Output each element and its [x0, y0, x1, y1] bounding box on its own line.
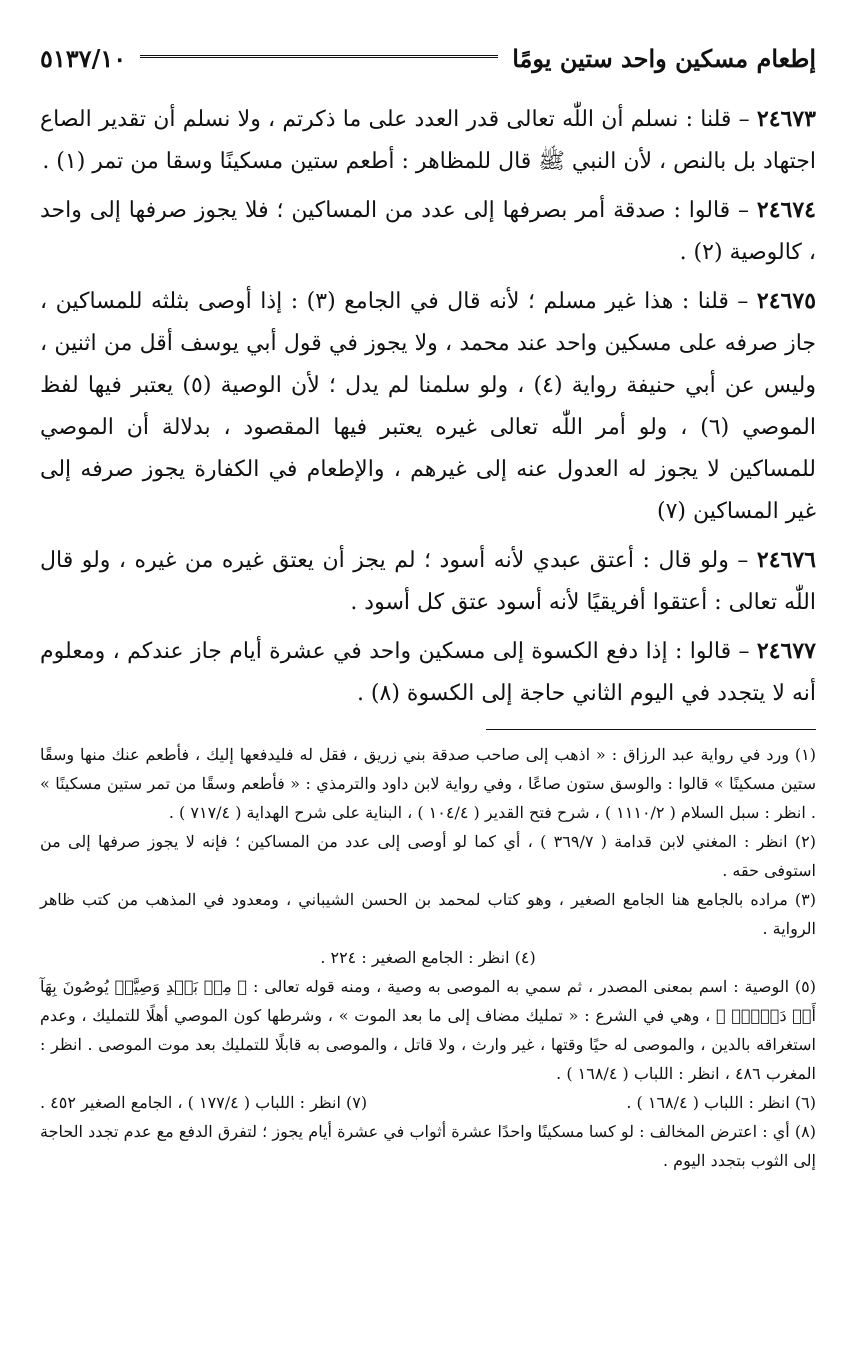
paragraph-text: – قلنا : هذا غير مسلم ؛ لأنه قال في الجامع (٣) : إذا أوصى بثلثه للمساكين ، جاز صرفه على مسكين واحد عند محمد ، ولا يجوز في قول أبي يوسف أقل من اثنين ، وليس عن أبي حنيفة رواية (٤) ، ولو سلمنا لم يدل ؛ لأن الوصية (٥) يعتبر فيها لفظ الموصي (٦) ، ولو أمر اللّٰه تعالى غيره يعتبر فيها المقصود ، بدلالة أن الموصي للمساكين لا يجوز له العدول عنه إلى غيرهم ، والإطعام في الكفارة يجوز صرفه إلى غير المساكين (٧) — [40, 289, 816, 524]
paragraph-number: ٢٤٦٧٣ — [756, 106, 816, 132]
paragraph-number: ٢٤٦٧٧ — [756, 638, 816, 664]
footnote-divider — [486, 729, 816, 730]
paragraph — [40, 630, 816, 715]
running-title: إطعام مسكين واحد ستين يومًا — [512, 43, 816, 73]
footnote-row-6-7 — [40, 1088, 816, 1117]
footnote-2: (٢) انظر : المغني لابن قدامة ( ٣٦٩/٧ ) ، أي كما لو أوصى إلى عدد من المساكين ؛ فإنه لا يجوز صرفها إلى من استوفى حقه . — [40, 832, 816, 880]
paragraph — [40, 280, 816, 533]
paragraph-number: ٢٤٦٧٤ — [756, 197, 816, 223]
main-text — [40, 98, 816, 715]
footnote-7: (٧) انظر : اللباب ( ١٧٧/٤ ) ، الجامع الصغير ٤٥٢ . — [40, 1093, 368, 1112]
book-page — [40, 38, 816, 1175]
paragraph-text: – ولو قال : أعتق عبدي لأنه أسود ؛ لم يجز أن يعتق غيره من غيره ، ولو قال اللّٰه تعالى : أعتقوا أفريقيًا لأنه أسود عتق كل أسود . — [40, 548, 816, 615]
paragraph — [40, 189, 816, 274]
paragraph-number: ٢٤٦٧٦ — [756, 547, 816, 573]
paragraph-text: – قالوا : إذا دفع الكسوة إلى مسكين واحد في عشرة أيام جاز عندكم ، ومعلوم أنه لا يتجدد في اليوم الثاني حاجة إلى الكسوة (٨) . — [40, 639, 816, 706]
footnote-5: (٥) الوصية : اسم بمعنى المصدر ، ثم سمي به الموصى به وصية ، ومنه قوله تعالى : ﴿ مِنۢ بَعۡدِ وَصِيَّةٖ يُوصُونَ بِهَآ أَوۡ دَيۡنٍۗ ﴾ ، وهي في الشرع : « تمليك مضاف إلى ما بعد الموت » ، وشرطها كون الموصي أهلًا للتمليك ، وعدم استغراقه بالدين ، والموصى له حيًا وقتها ، غير وارث ، ولا قاتل ، والموصى به قابلًا للتمليك بعد موت الموصى . انظر : المغرب ٤٨٦ ، انظر : اللباب ( ١٦٨/٤ ) . — [40, 977, 816, 1083]
paragraph — [40, 98, 816, 183]
paragraph-text: – قالوا : صدقة أمر بصرفها إلى عدد من المساكين ؛ فلا يجوز صرفها إلى واحد ، كالوصية (٢) . — [40, 198, 816, 265]
paragraph-text: – قلنا : نسلم أن اللّٰه تعالى قدر العدد على ما ذكرتم ، ولا نسلم أن تقدير الصاع اجتهاد بل بالنص ، لأن النبي ﷺ قال للمظاهر : أطعم ستين مسكينًا وسقا من تمر (١) . — [40, 107, 816, 174]
footnote-8: (٨) أي : اعترض المخالف : لو كسا مسكينًا واحدًا عشرة أثواب في عشرة أيام يجوز ؛ لتفرق الدفع مع عدم تجدد الحاجة إلى الثوب بتجدد اليوم . — [40, 1122, 816, 1170]
footnote-4: (٤) انظر : الجامع الصغير : ٢٢٤ . — [320, 948, 536, 967]
header-rule — [140, 55, 498, 61]
paragraph — [40, 539, 816, 624]
page-number: ٥١٣٧/١٠ — [40, 43, 127, 73]
footnote-3: (٣) مراده بالجامع هنا الجامع الصغير ، وهو كتاب لمحمد بن الحسن الشيباني ، ومعدود في المذهب من كتب ظاهر الرواية . — [40, 890, 817, 938]
footnotes — [40, 740, 816, 1175]
running-header — [40, 38, 816, 78]
footnote-6: (٦) انظر : اللباب ( ١٦٨/٤ ) . — [626, 1093, 816, 1112]
paragraph-number: ٢٤٦٧٥ — [756, 288, 817, 314]
footnote-1: (١) ورد في رواية عبد الرزاق : « اذهب إلى صاحب صدقة بني زريق ، فقل له فليدفعها إليك ، فأطعم عنك منها وسقًا ستين مسكينًا » قالوا : والوسق ستون صاعًا ، وفي رواية لابن داود والترمذي : « فأطعم وسقًا من تمر ستين مسكينًا » . انظر : سبل السلام ( ١١١٠/٢ ) ، شرح فتح القدير ( ١٠٤/٤ ) ، البناية على شرح الهداية ( ٧١٧/٤ ) . — [40, 745, 816, 822]
